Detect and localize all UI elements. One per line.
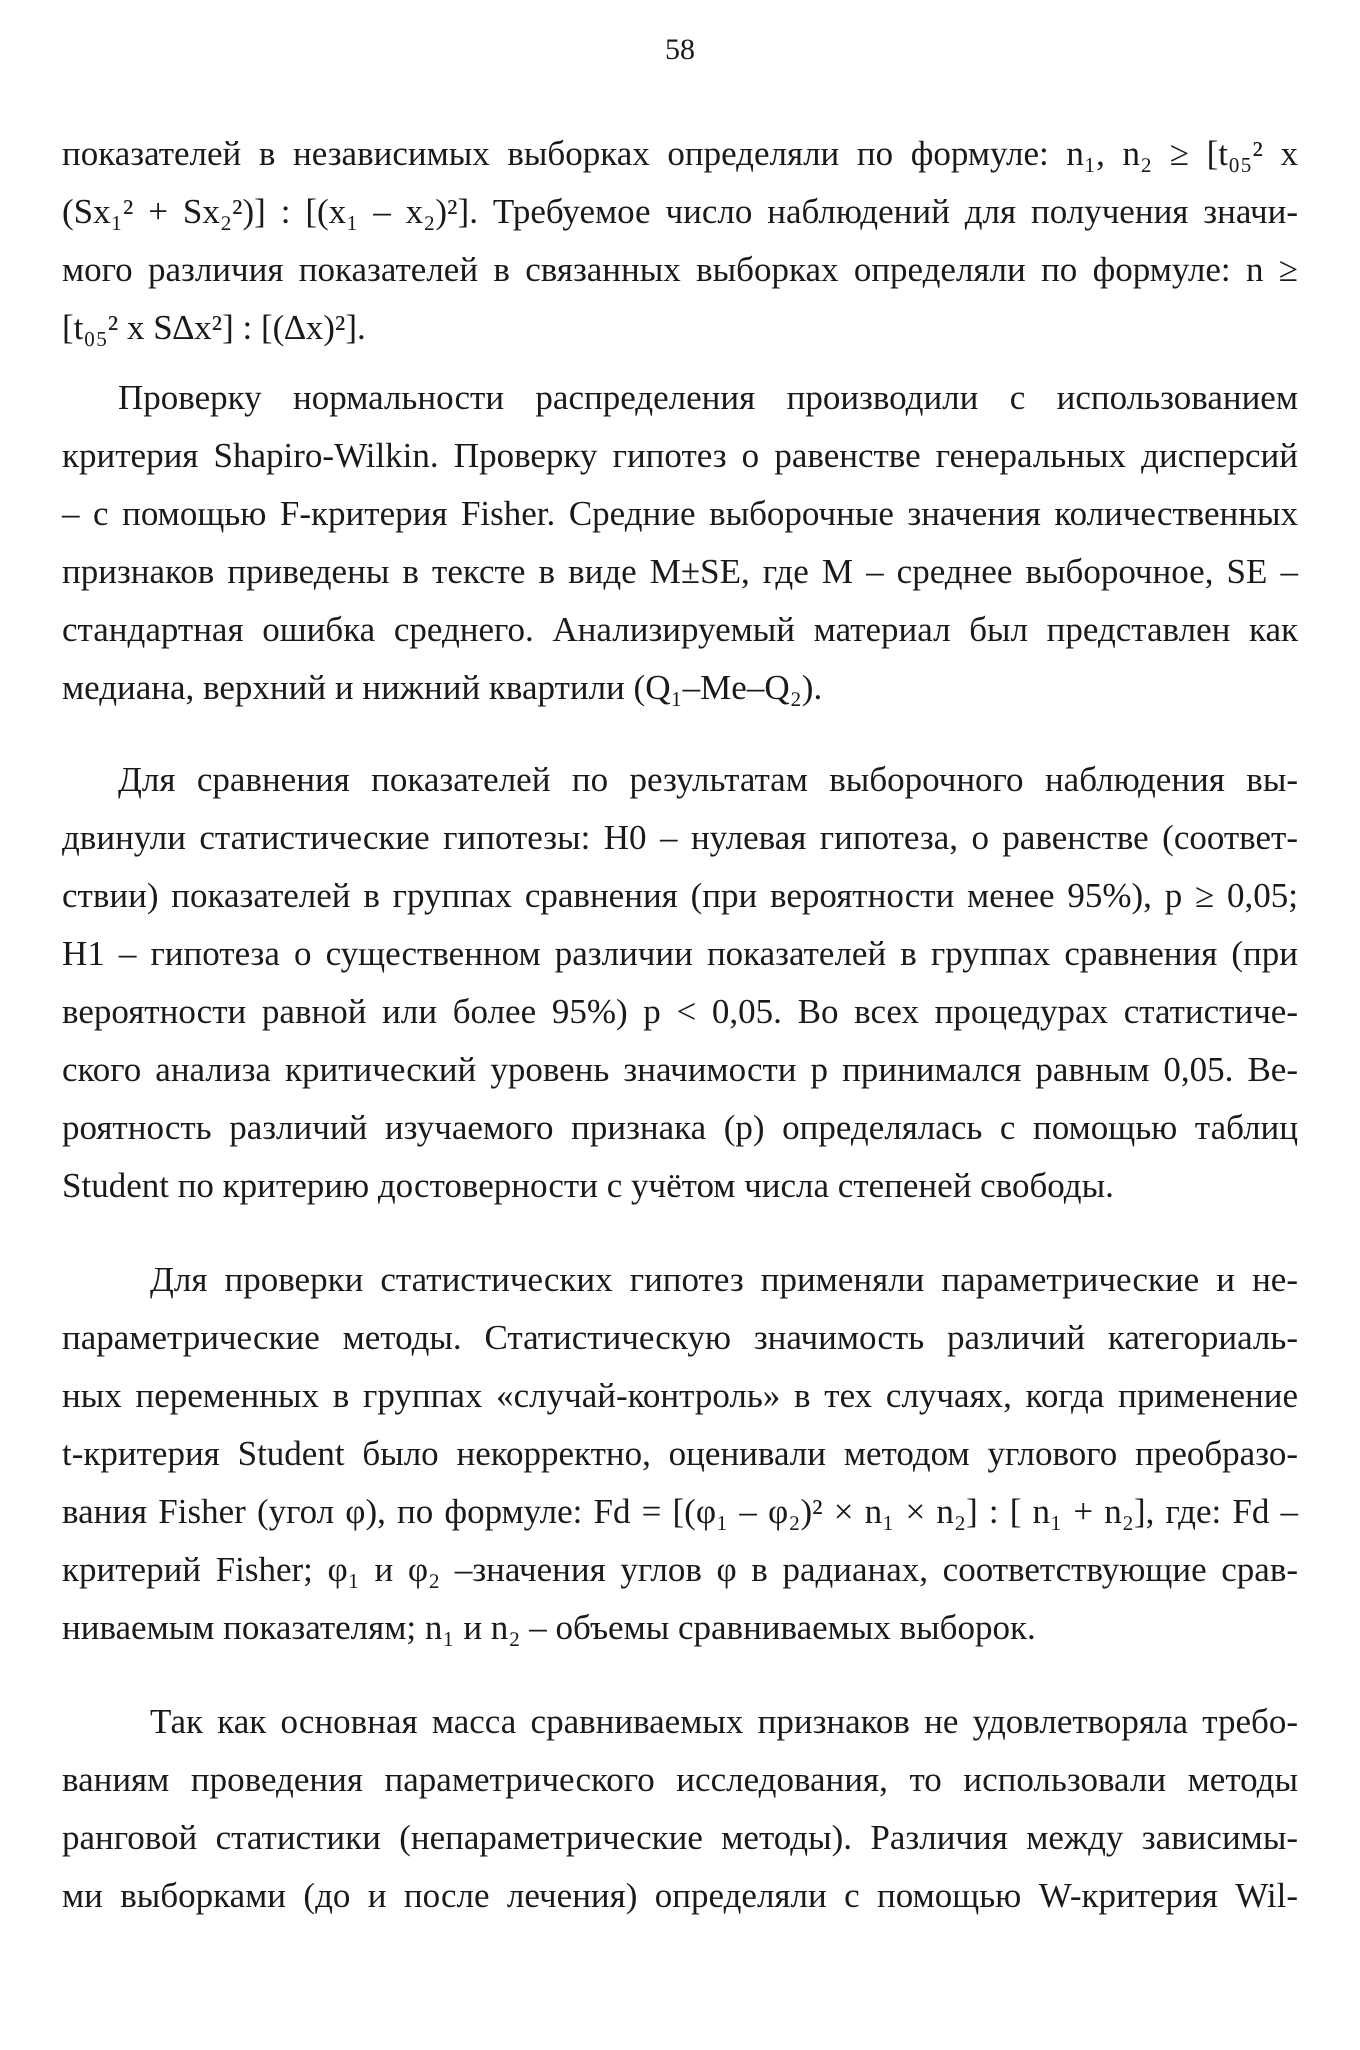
text-line: Student по критерию достоверности с учётом числа степеней свободы.: [62, 1166, 1114, 1205]
text-line: роятность различий изучаемого признака (p) определялась с помощью таблиц: [62, 1108, 1298, 1147]
text-line: ми выборками (до и после лечения) определяли с помощью W-критерия Wil-: [62, 1876, 1298, 1915]
text-line: Проверку нормальности распределения производили с использованием: [118, 378, 1298, 417]
text-line: стандартная ошибка среднего. Анализируемый материал был представлен как: [62, 610, 1298, 649]
text-line: показателей в независимых выборках определяли по формуле: n₁, n₂ ≥ [t₀₅² x: [62, 134, 1298, 173]
text-line: медиана, верхний и нижний квартили (Q₁–Me–Q₂).: [62, 668, 823, 707]
text-line: ранговой статистики (непараметрические методы). Различия между зависимы-: [62, 1818, 1298, 1857]
text-line: Для проверки статистических гипотез применяли параметрические и не-: [150, 1260, 1298, 1299]
text-line: ниваемым показателям; n₁ и n₂ – объемы сравниваемых выборок.: [62, 1608, 1036, 1647]
text-line: ных переменных в группах «случай-контроль» в тех случаях, когда применение: [62, 1376, 1298, 1415]
text-line: H1 – гипотеза о существенном различии показателей в группах сравнения (при: [62, 934, 1298, 973]
text-line: (Sx₁² + Sx₂²)] : [(x₁ – x₂)²]. Требуемое число наблюдений для получения значи-: [62, 192, 1298, 231]
text-line: двинули статистические гипотезы: H0 – нулевая гипотеза, о равенстве (соответ-: [62, 818, 1298, 857]
text-line: ствии) показателей в группах сравнения (при вероятности менее 95%), p ≥ 0,05;: [62, 876, 1298, 915]
text-line: Так как основная масса сравниваемых признаков не удовлетворяла требо-: [150, 1702, 1298, 1741]
text-line: ского анализа критический уровень значимости p принимался равным 0,05. Ве-: [62, 1050, 1298, 1089]
text-line: вания Fisher (угол φ), по формуле: Fd = [(φ₁ – φ₂)² × n₁ × n₂] : [ n₁ + n₂], где: Fd –: [62, 1492, 1298, 1531]
text-line: признаков приведены в тексте в виде M±SE, где M – среднее выборочное, SE –: [62, 552, 1298, 591]
text-line: вероятности равной или более 95%) p < 0,05. Во всех процедурах статистиче-: [62, 992, 1298, 1031]
text-line: мого различия показателей в связанных выборках определяли по формуле: n ≥: [62, 250, 1298, 289]
text-line: критерия Shapiro-Wilkin. Проверку гипотез о равенстве генеральных дисперсий: [62, 436, 1298, 475]
text-line: Для сравнения показателей по результатам выборочного наблюдения вы-: [118, 760, 1298, 799]
text-line: – с помощью F-критерия Fisher. Средние выборочные значения количественных: [62, 494, 1298, 533]
text-line: критерий Fisher; φ₁ и φ₂ –значения углов φ в радианах, соответствующие срав-: [62, 1550, 1298, 1589]
text-line: параметрические методы. Статистическую значимость различий категориаль-: [62, 1318, 1298, 1357]
text-line: [t₀₅² x S∆x²] : [(∆x)²].: [62, 308, 366, 347]
text-line: ваниям проведения параметрического исследования, то использовали методы: [62, 1760, 1298, 1799]
text-line: t-критерия Student было некорректно, оценивали методом углового преобразо-: [62, 1434, 1298, 1473]
page-number: 58: [665, 33, 695, 66]
